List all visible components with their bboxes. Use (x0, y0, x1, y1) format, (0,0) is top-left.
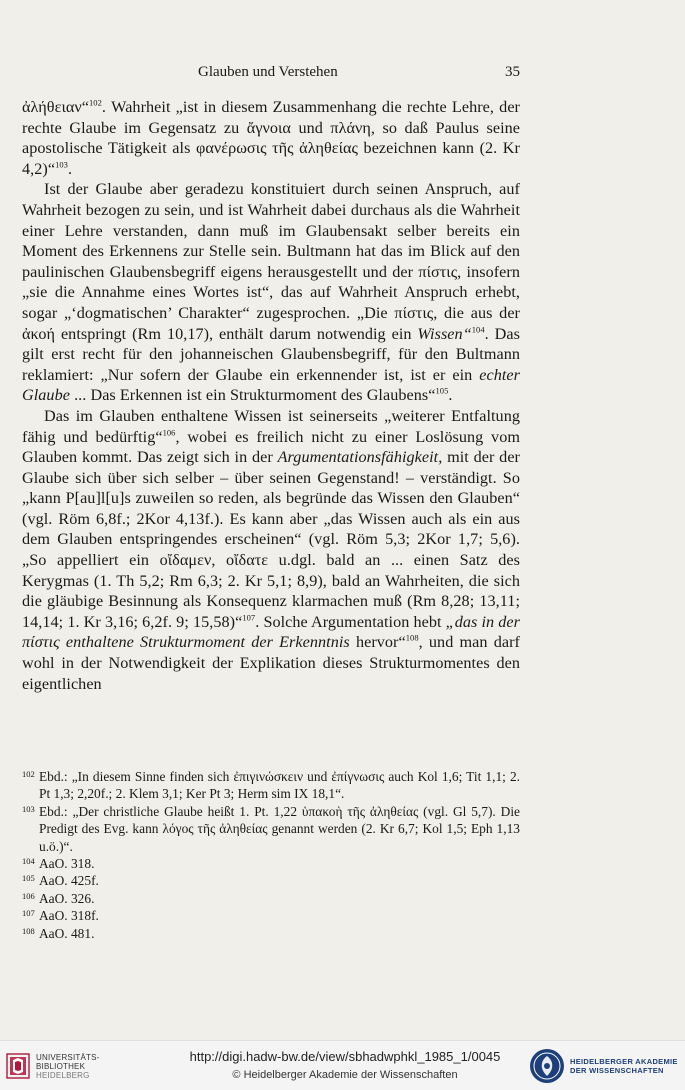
footnote-number: 107 (22, 908, 35, 919)
footnote-text: Ebd.: „In diesem Sinne finden sich ἐπιγινώσκειν und ἐπίγνωσις auch Kol 1,6; Tit 1,1; 2. Pt 1,3; 2,20f.; 2. Klem 3,1; Ker Pt 3; Herm sim IX 18,1“. (39, 769, 520, 802)
emphasis: Argumentationsfähigkeit, (277, 448, 443, 467)
footnote-ref: 108 (405, 633, 419, 644)
footnote-text: AaO. 318f. (39, 908, 99, 924)
footnote-text: AaO. 481. (39, 925, 95, 941)
footnote-number: 102 (22, 769, 35, 779)
footnote (22, 925, 520, 942)
text-run: , und man darf wohl in der Notwendigkeit der Explikation dieses Strukturmomentes den eigentlichen (22, 633, 520, 693)
university-library-logo[interactable] (6, 1049, 166, 1083)
paragraph-1 (22, 97, 520, 179)
academy-name (570, 1057, 678, 1075)
text-run: hervor“ (349, 633, 406, 652)
footnote-text: AaO. 425f. (39, 873, 99, 889)
footnote-ref: 105 (435, 385, 449, 396)
footnote-number: 106 (22, 890, 35, 901)
academy-logo[interactable] (528, 1046, 683, 1086)
footnote-ref: 107 (242, 612, 256, 623)
text-run: ... Das Erkennen ist ein Strukturmoment des Glaubens“ (69, 386, 436, 405)
running-head-title: Glauben und Verstehen (198, 64, 338, 80)
academy-name-line: DER WISSENSCHAFTEN (570, 1066, 664, 1075)
footnote (22, 803, 520, 855)
footnote (22, 872, 520, 889)
body-text (22, 97, 520, 694)
text-run: . Solche Argumentation hebt (255, 612, 446, 631)
page-number: 35 (505, 64, 520, 80)
footnote-number: 108 (22, 925, 35, 936)
text-run: “ (462, 324, 472, 343)
footnote-text: AaO. 318. (39, 856, 95, 872)
emphasis: Wissen (417, 324, 463, 343)
footnote-text: Ebd.: „Der christliche Glaube heißt 1. Pt. 1,22 ὑπακοὴ τῆς ἀληθείας (vgl. Gl 5,7). Die Predigt des Evg. kann λόγος τῆς ἀληθείας genannt werden (2. Kr 6,7; Kol 1,5; Eph 1,13 u.ö.)“. (39, 803, 520, 854)
paragraph-3 (22, 406, 520, 694)
paragraph-2 (22, 179, 520, 406)
text-run: . (67, 159, 73, 178)
text-run: , wobei es freilich nicht zu einer Loslösung vom Glauben kommt. Das zeigt sich in der (22, 427, 520, 467)
footnote (22, 907, 520, 924)
academy-seal-icon (528, 1047, 566, 1085)
footnote-number: 105 (22, 873, 35, 884)
text-run: . Das gilt erst recht für den johanneischen Glaubensbegriff, für den Bultmann reklamiert: „Nur sofern der Glaube ein erkennender ist, ist er ein (22, 324, 520, 384)
text-run: ἀλήθειαν“ (22, 98, 89, 116)
text-run: mit der der Glaube sich über sich selber – über seinen Gegenstand! – verständigt. So „kann P[au]l[u]s zuweilen so reden, als begründe das Wissen den Glauben“ (vgl. Röm 6,8f.; 2Kor 4,13f.). Es kann aber „das Wissen auch als ein aus dem Glauben entspringendes erscheinen“ (vgl. Röm 5,3; 2Kor 1,7; 5,6). „So appelliert ein οἴδαμεν, οἴδατε u.dgl. bald an ... einen Satz des Kerygmas (1. Th 5,2; Rm 6,3; 2. Kr 5,1; 8,9), bald an Wahrheiten, die sich die gläubige Besinnung als Konsequenz klarmachen muß (Rm 8,28; 13,11; 14,14; 1. Kr 3,16; 6,2f. 9; 15,58)“ (22, 448, 520, 631)
footnote-ref: 102 (89, 97, 102, 108)
library-name (36, 1053, 100, 1080)
academy-name-line: HEIDELBERGER AKADEMIE (570, 1057, 678, 1066)
permalink-url[interactable]: http://digi.hadw-bw.de/view/sbhadwphkl_1985_1/0045 (189, 1049, 501, 1064)
footnote (22, 768, 520, 803)
copyright-notice: © Heidelberger Akademie der Wissenschaften (232, 1069, 458, 1081)
library-name-line: HEIDELBERG (36, 1071, 90, 1080)
emphasis: „das in der πίστις enthaltene Strukturmoment der Erkenntnis (22, 612, 520, 652)
text-run: . Wahrheit „ist in diesem Zusammenhang die rechte Lehre, der rechte Glaube im Gegensatz zu ἄγνοια und πλάνη, so daß Paulus seine apostolische Tätigkeit als φανέρωσις τῆς ἀληθείας bezeichnen kann (2. Kr 4,2)“ (22, 98, 520, 178)
footnote-text: AaO. 326. (39, 890, 95, 906)
footnote-number: 103 (22, 803, 35, 814)
library-emblem-icon (6, 1051, 30, 1081)
library-name-line: UNIVERSITÄTS- (36, 1053, 100, 1062)
viewer-footer (0, 1040, 685, 1090)
footnote-ref: 106 (162, 427, 176, 438)
footnote (22, 855, 520, 872)
footnote-number: 104 (22, 856, 35, 867)
emphasis: echter Glaube (22, 365, 520, 405)
footnote-ref: 103 (55, 159, 68, 170)
text-run: Ist der Glaube aber geradezu konstituiert durch seinen Anspruch, auf Wahrheit bezogen zu sein, und ist Wahrheit dabei durchaus als die Wahrheit einer Lehre verstanden, dann muß im Glaubensakt selber bereits ein Moment des Erkennens zur Stelle sein. Bultmann hat das im Blick auf den paulinischen Glaubensbegriff eigens herausgestellt und der πίστις, insofern „sie die Annahme eines Wortes ist“, das auf Wahrheit Anspruch erhebt, sogar „‘dogmatischen’ Charakter“ zugesprochen. „Die πίστις, die aus der ἀκοή entspringt (Rm 10,17), enthält darum notwendig ein (22, 180, 520, 343)
text-run: . (448, 386, 453, 405)
footnotes (22, 768, 520, 942)
text-run: Das im Glauben enthaltene Wissen ist seinerseits „weiterer Entfaltung fähig und bedürftig“ (22, 406, 520, 446)
footnote-ref: 104 (471, 324, 485, 335)
footnote (22, 890, 520, 907)
library-name-line: BIBLIOTHEK (36, 1062, 86, 1071)
